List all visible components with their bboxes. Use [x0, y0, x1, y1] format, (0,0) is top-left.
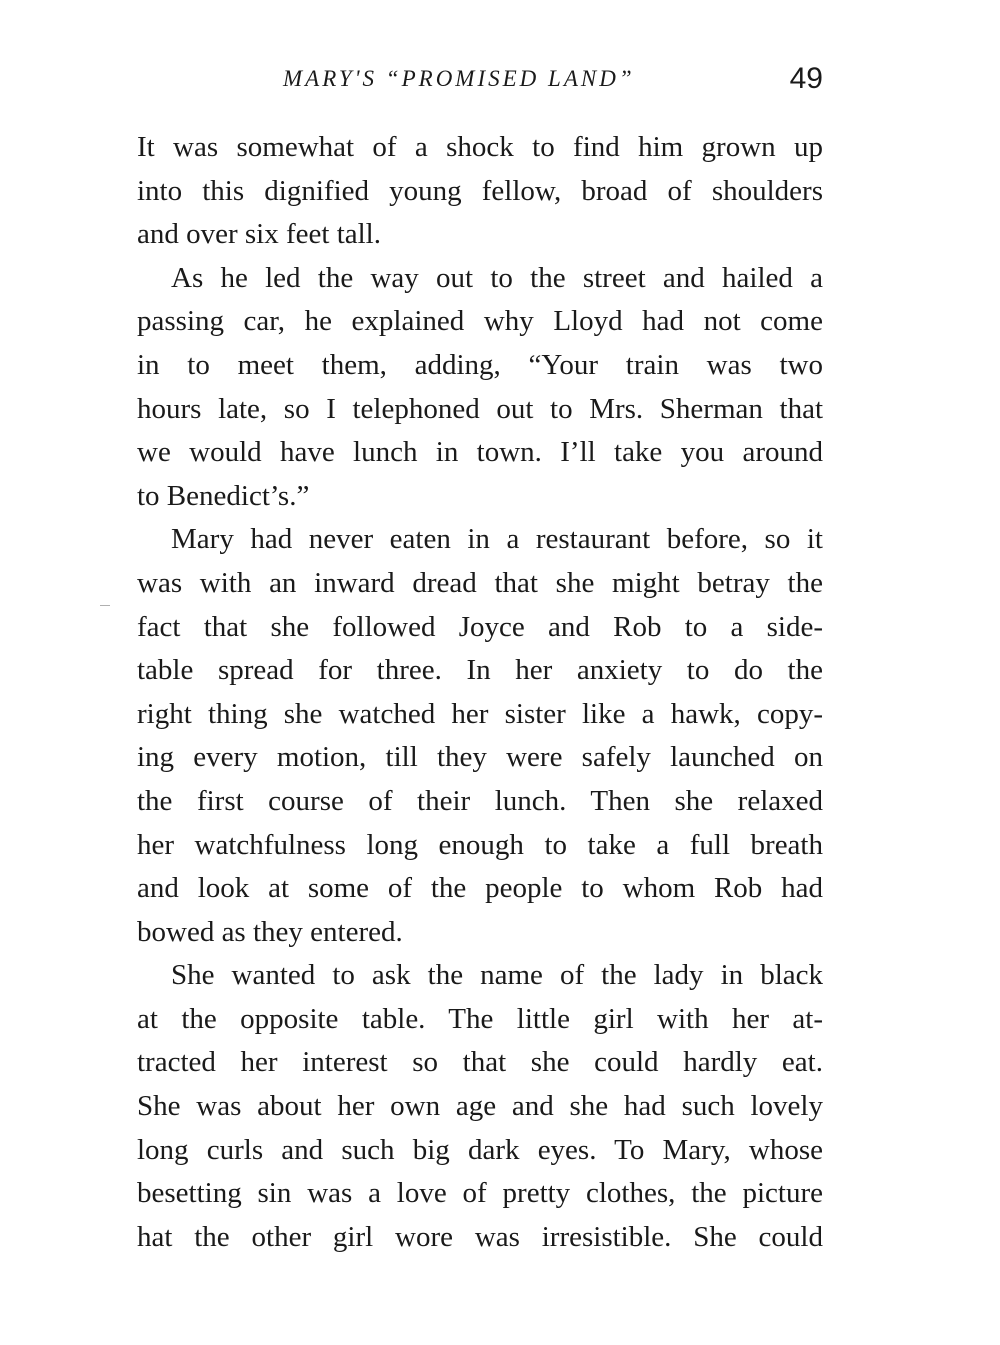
text-line: into this dignified young fellow, broad of shoulders: [137, 174, 823, 207]
text-line: was with an inward dread that she might betray the: [137, 566, 823, 599]
text-line: and look at some of the people to whom Rob had: [137, 872, 823, 905]
paragraph-1: [137, 126, 823, 257]
text-line: hours late, so I telephoned out to Mrs. Sherman that: [137, 392, 823, 425]
text-line: tracted her interest so that she could hardly eat.: [137, 1046, 823, 1079]
running-head: [0, 62, 1000, 102]
text-line: She was about her own age and she had such lovely: [137, 1090, 823, 1123]
paragraph-3: [137, 518, 823, 954]
text-line: at the opposite table. The little girl with her at-: [137, 1002, 823, 1035]
body-text: [137, 126, 823, 1259]
paragraph-4: [137, 954, 823, 1259]
text-line: ing every motion, till they were safely launched on: [137, 741, 823, 774]
text-line: besetting sin was a love of pretty clothes, the picture: [137, 1177, 823, 1210]
text-line: the first course of their lunch. Then she relaxed: [137, 784, 823, 817]
text-line: her watchfulness long enough to take a full breath: [137, 828, 823, 861]
text-line: hat the other girl wore was irresistible. She could: [137, 1220, 823, 1253]
text-line: bowed as they entered.: [137, 915, 403, 948]
margin-mark: [100, 605, 110, 606]
text-line: It was somewhat of a shock to find him grown up: [137, 131, 823, 163]
text-line: long curls and such big dark eyes. To Mary, whose: [137, 1133, 823, 1166]
text-line: to Benedict’s.”: [137, 479, 310, 512]
text-line: fact that she followed Joyce and Rob to a side-: [137, 610, 823, 643]
text-line: passing car, he explained why Lloyd had not come: [137, 305, 823, 338]
page-number: 49: [789, 62, 823, 95]
text-line: and over six feet tall.: [137, 218, 381, 251]
text-line: in to meet them, adding, “Your train was two: [137, 348, 823, 381]
text-line: Mary had never eaten in a restaurant before, so it: [171, 523, 823, 556]
text-line: She wanted to ask the name of the lady in black: [171, 959, 823, 992]
paragraph-2: [137, 257, 823, 519]
text-line: As he led the way out to the street and hailed a: [171, 261, 823, 294]
running-title: MARY'S “PROMISED LAND”: [283, 66, 635, 91]
text-line: right thing she watched her sister like a hawk, copy-: [137, 697, 823, 730]
text-line: we would have lunch in town. I’ll take you around: [137, 436, 823, 469]
text-line: table spread for three. In her anxiety to do the: [137, 654, 823, 687]
